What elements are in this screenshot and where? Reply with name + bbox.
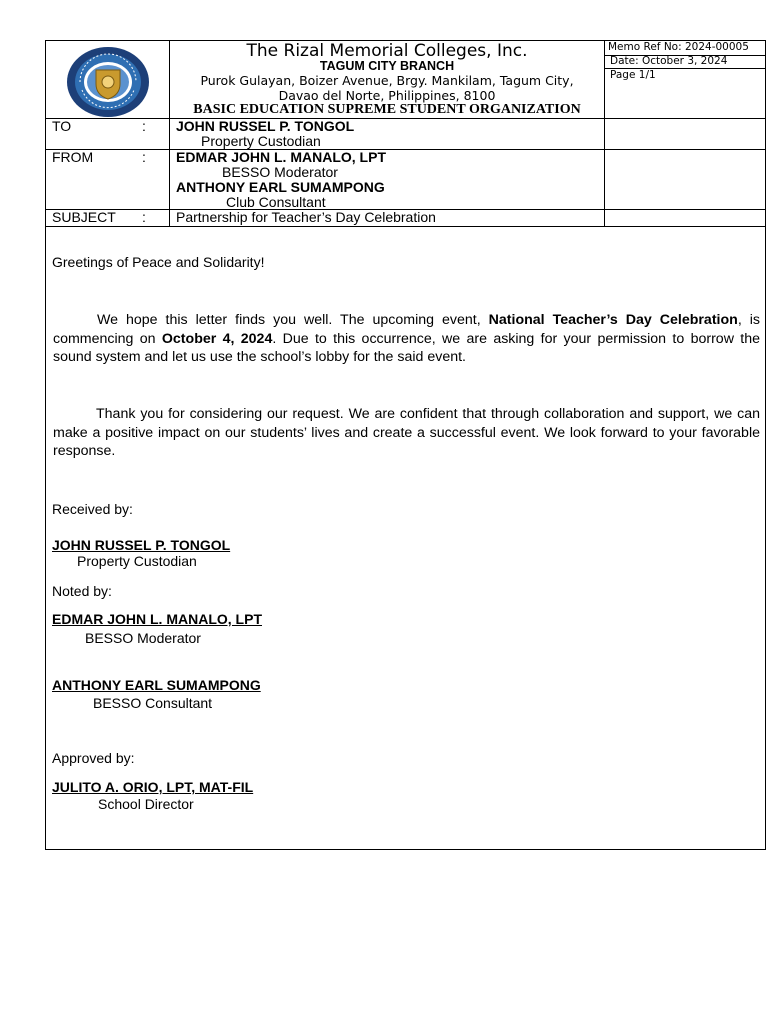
to-title: Property Custodian [201,133,321,149]
subject-label: SUBJECT [52,209,116,225]
from-name-1: EDMAR JOHN L. MANALO, LPT [176,149,386,165]
page-number: Page 1/1 [610,69,656,81]
address-line-2: Davao del Norte, Philippines, 8100 [278,88,496,103]
approved-by-title: School Director [98,796,194,812]
from-title-1: BESSO Moderator [222,164,338,180]
from-label: FROM [52,149,94,165]
noted-by-label: Noted by: [52,583,112,599]
to-name: JOHN RUSSEL P. TONGOL [176,118,355,134]
from-name-2: ANTHONY EARL SUMAMPONG [176,179,385,195]
to-row-rule [46,149,765,150]
memo-date: Date: October 3, 2024 [610,55,728,67]
to-label: TO [52,118,72,134]
subject-colon: : [142,209,146,225]
organization-name: BASIC EDUCATION SUPREME STUDENT ORGANIZATION [193,102,581,117]
paragraph-2: Thank you for considering our request. We are confident that through collaboration and support, we can make a positive impact on our students’ lives and create a successful event. We look forward to your favorable response. [53,406,760,459]
from-title-2: Club Consultant [226,194,326,210]
greeting: Greetings of Peace and Solidarity! [52,254,265,270]
address-line-1: Purok Gulayan, Boizer Avenue, Brgy. Mankilam, Tagum City, [200,73,574,88]
approved-by-label: Approved by: [52,750,135,766]
to-colon: : [142,118,146,134]
memo-document [45,40,766,850]
branch-name: TAGUM CITY BRANCH [319,59,455,73]
noted-by-name-1: EDMAR JOHN L. MANALO, LPT [52,611,262,627]
subject-text: Partnership for Teacher’s Day Celebration [176,209,436,225]
received-by-title: Property Custodian [77,553,197,569]
from-colon: : [142,149,146,165]
subject-row-rule [46,226,765,227]
paragraph-1: We hope this letter finds you well. The upcoming event, National Teacher’s Day Celebration, is commencing on October 4, 2024. Due to this occurrence, we are asking for your permission to borrow the sound system and let us use the school’s lobby for the said event. [53,312,760,365]
noted-by-name-2: ANTHONY EARL SUMAMPONG [52,677,261,693]
approved-by-name: JULITO A. ORIO, LPT, MAT-FIL [52,779,254,795]
college-name: The Rizal Memorial Colleges, Inc. [246,41,528,61]
noted-by-title-1: BESSO Moderator [85,630,201,646]
received-by-label: Received by: [52,501,133,517]
memo-ref-number: Memo Ref No: 2024-00005 [608,41,749,53]
noted-by-title-2: BESSO Consultant [93,695,213,711]
college-seal-logo [66,46,150,123]
received-by-name: JOHN RUSSEL P. TONGOL [52,537,231,553]
header-bottom-rule [46,118,765,119]
